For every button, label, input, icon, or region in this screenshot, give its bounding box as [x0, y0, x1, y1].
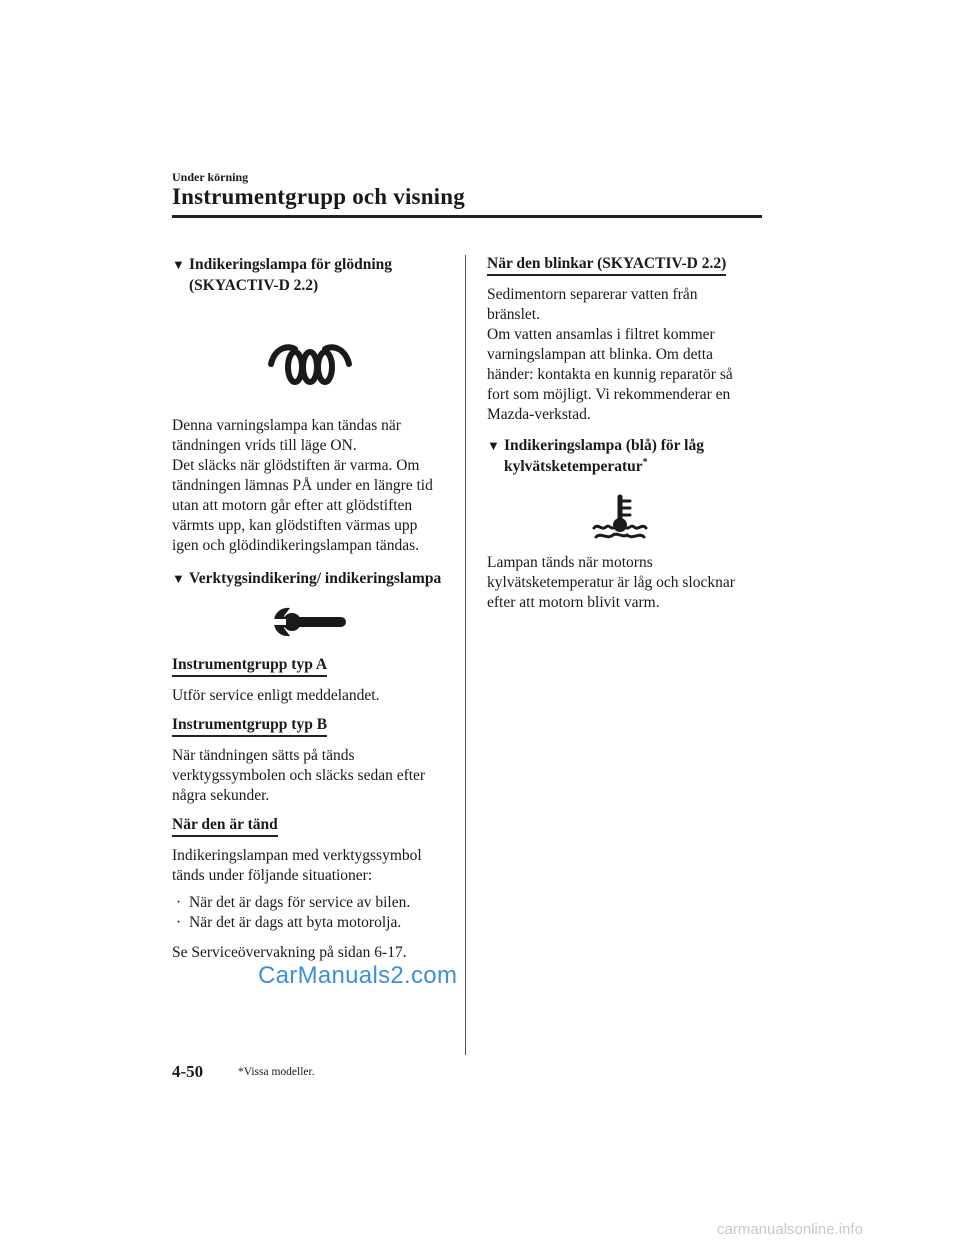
- column-divider: [465, 255, 466, 1055]
- coolant-temperature-icon: [487, 493, 752, 541]
- glow-indicator-title: Indikeringslampa för glödning (SKYACTIV-D 2.2): [189, 256, 392, 294]
- coolant-text: Lampan tänds när motorns kylvätsketemperatur är låg och slocknar efter att motorn blivit varm.: [487, 554, 735, 611]
- triangle-marker-icon: ▼: [172, 257, 185, 272]
- service-bullet-list: [172, 893, 447, 933]
- list-item: · När det är dags för service av bilen.: [176, 894, 411, 911]
- type-a-text: Utför service enligt meddelandet.: [172, 687, 380, 704]
- footnote: *Vissa modeller.: [238, 1066, 315, 1078]
- header-divider: [172, 215, 762, 218]
- watermark-logo: CarManuals2.com: [258, 962, 458, 989]
- page-title: Instrumentgrupp och visning: [172, 184, 465, 209]
- triangle-marker-icon: ▼: [487, 438, 500, 453]
- glow-indicator-heading: [172, 254, 447, 296]
- lit-text: Indikeringslampan med verktygssymbol tänds under följande situationer:: [172, 847, 422, 884]
- wrench-indicator-title: Verktygsindikering/ indikeringslampa: [189, 570, 442, 587]
- lit-heading: När den är tänd: [172, 815, 278, 837]
- list-item: · När det är dags att byta motorolja.: [176, 914, 402, 931]
- left-column: [172, 254, 447, 963]
- page-number: 4-50: [172, 1062, 204, 1081]
- glow-plug-coil-icon: [172, 340, 447, 390]
- type-b-text: När tändningen sätts på tänds verktygssymbolen och släcks sedan efter några sekunder.: [172, 747, 426, 804]
- glow-text-2: Det släcks när glödstiften är varma. Om tändningen lämnas PÅ under en längre tid utan att motorn går efter att glödstiften värmts upp, kan glödstiften värmas upp igen och glödindikeringslampan tändas.: [172, 457, 433, 554]
- type-b-heading: Instrumentgrupp typ B: [172, 715, 327, 737]
- type-a-heading: Instrumentgrupp typ A: [172, 655, 327, 677]
- coolant-indicator-title: Indikeringslampa (blå) för låg kylvätsketemperatur*: [504, 437, 704, 475]
- wrench-icon: [172, 605, 447, 639]
- wrench-indicator-heading: [172, 568, 447, 589]
- site-credit: carmanualsonline.info: [717, 1221, 863, 1238]
- glow-text-1: Denna varningslampa kan tändas när tändningen vrids till läge ON.: [172, 417, 401, 454]
- blink-heading: När den blinkar (SKYACTIV-D 2.2): [487, 254, 726, 276]
- coolant-indicator-heading: [487, 435, 752, 477]
- right-column: [487, 254, 752, 613]
- section-label: Under körning: [172, 170, 249, 184]
- service-reference: Se Serviceövervakning på sidan 6-17.: [172, 944, 407, 961]
- blink-text-1: Sedimentorn separerar vatten från bränslet.: [487, 286, 698, 323]
- blink-text-2: Om vatten ansamlas i filtret kommer varningslampan att blinka. Om detta händer: kontakta en kunnig reparatör så fort som möjligt. Vi rekommenderar en Mazda-verkstad.: [487, 326, 733, 423]
- triangle-marker-icon: ▼: [172, 571, 185, 586]
